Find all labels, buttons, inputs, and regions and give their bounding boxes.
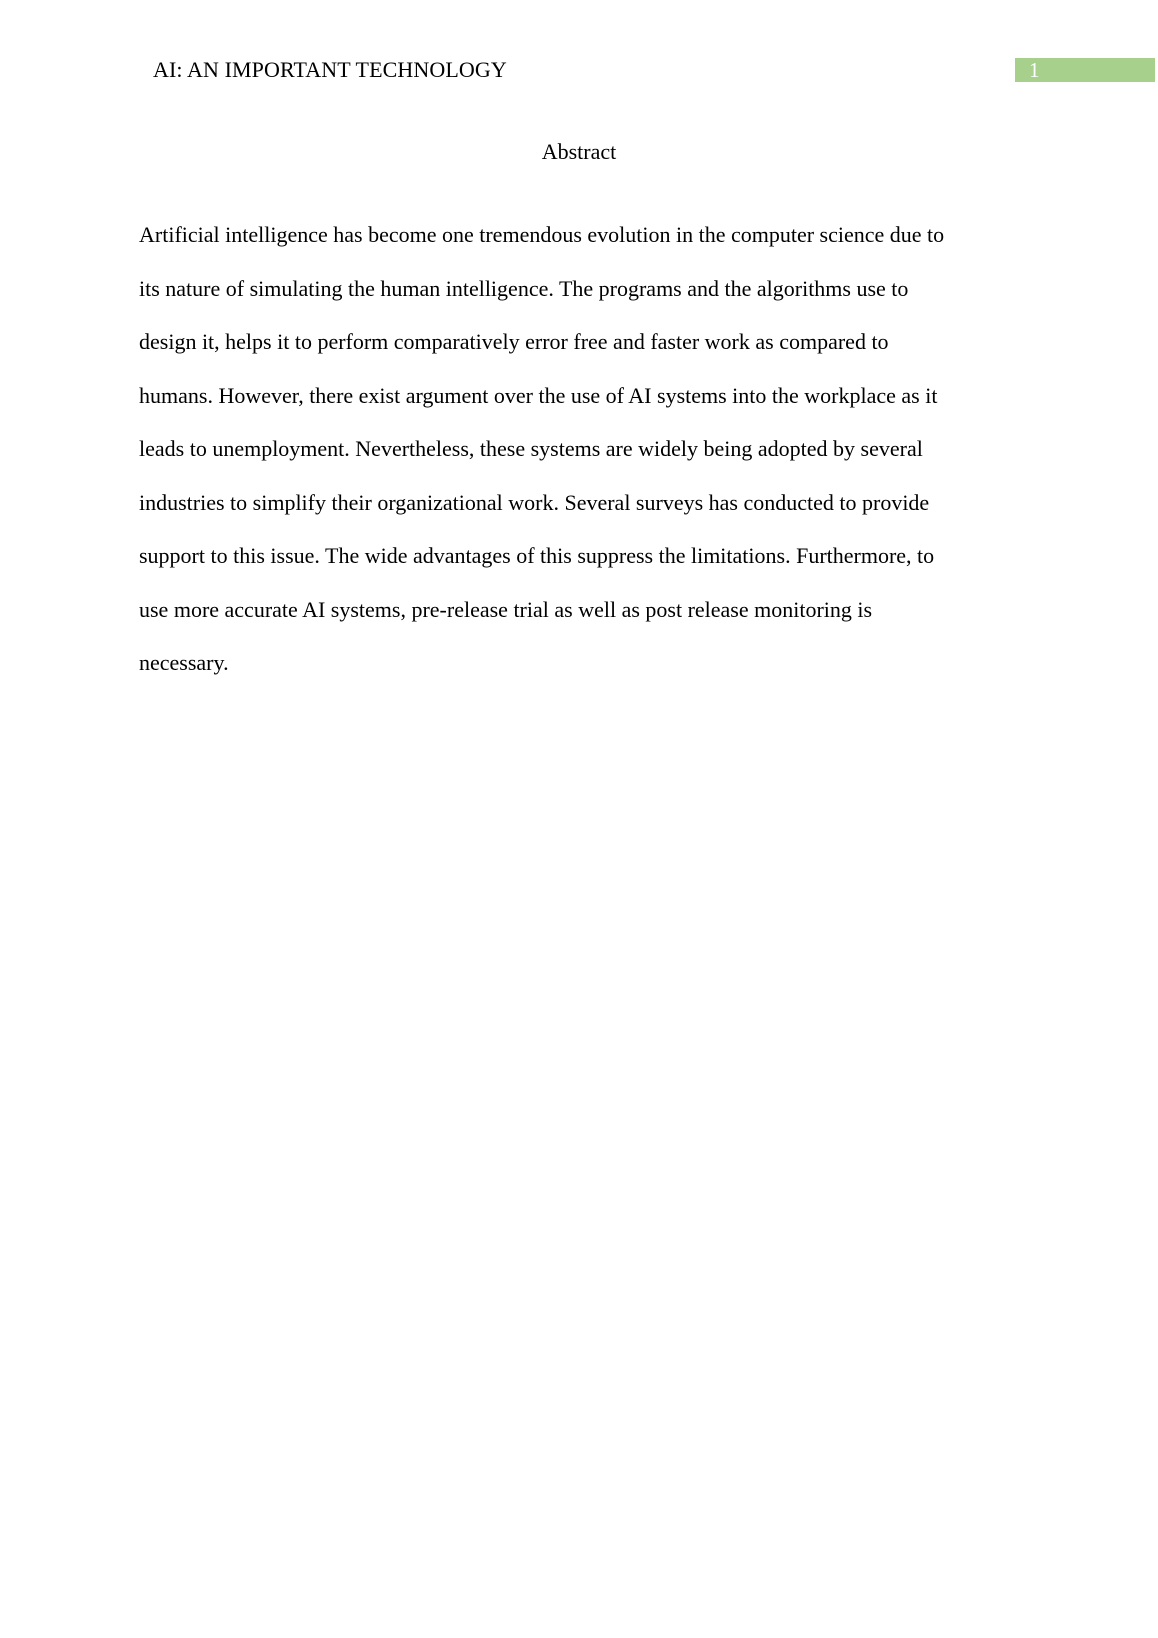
abstract-line: necessary.: [139, 650, 229, 675]
page-number-badge: [1015, 58, 1155, 82]
abstract-line: humans. However, there exist argument over the use of AI systems into the workplace as it: [139, 382, 938, 408]
running-head: AI: AN IMPORTANT TECHNOLOGY: [153, 57, 507, 82]
abstract-body: [139, 208, 1019, 690]
abstract-line: design it, helps it to perform comparatively error free and faster work as compared to: [139, 329, 889, 354]
abstract-line: leads to unemployment. Nevertheless, these systems are widely being adopted by several: [139, 436, 923, 461]
page-number: 1: [1029, 58, 1040, 82]
abstract-title: Abstract: [541, 139, 617, 164]
abstract-line: industries to simplify their organizational work. Several surveys has conducted to provide: [139, 489, 930, 515]
abstract-line: use more accurate AI systems, pre-release trial as well as post release monitoring is: [139, 596, 873, 622]
abstract-line: support to this issue. The wide advantages of this suppress the limitations. Furthermore, to: [139, 543, 935, 568]
abstract-line: Artificial intelligence has become one tremendous evolution in the computer science due to: [139, 222, 945, 247]
abstract-line: its nature of simulating the human intelligence. The programs and the algorithms use to: [139, 275, 909, 301]
